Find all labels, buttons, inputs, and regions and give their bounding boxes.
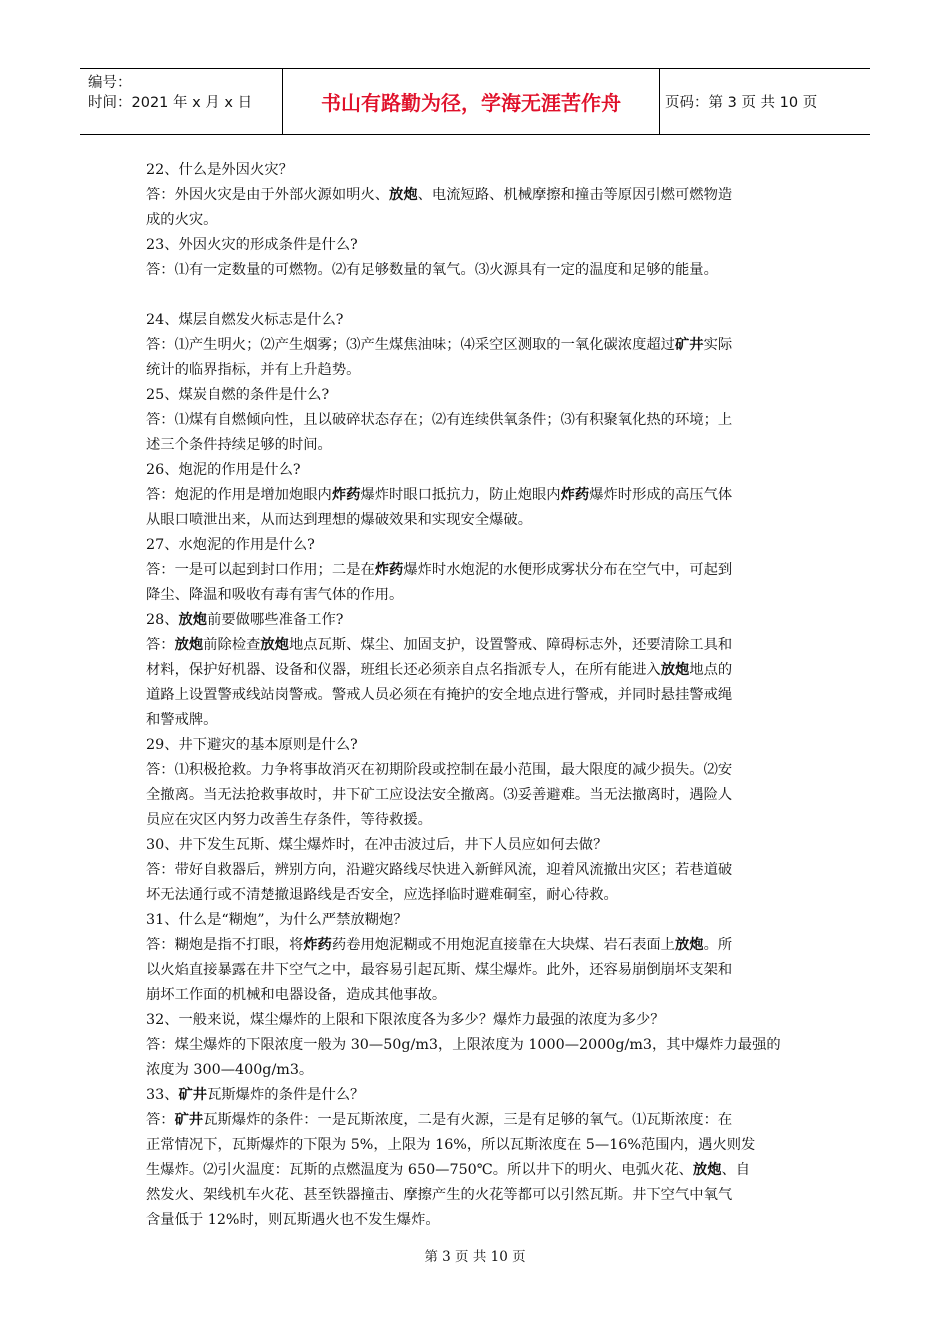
text-line (146, 508, 808, 533)
bold-keyword: 炸药 (374, 562, 404, 578)
text-line (146, 333, 808, 358)
bold-keyword: 放炮 (389, 187, 418, 203)
text-run: 全撤离。当无法抢救事故时，井下矿工应设法安全撤离。⑶妥善避难。当无法撤离时，遇险人 (146, 787, 733, 803)
text-run: 答：⑴积极抢救。力争将事故消灭在初期阶段或控制在最小范围，最大限度的减少损失。⑵安 (146, 762, 733, 778)
text-line (146, 758, 808, 783)
bold-keyword: 炸药 (331, 487, 361, 503)
text-line (146, 1183, 808, 1208)
text-line (146, 808, 808, 833)
text-run: 地点瓦斯、煤尘、加固支护，设置警戒、障碍标志外，还要清除工具和 (288, 637, 733, 653)
text-line (146, 408, 808, 433)
text-run: 述三个条件持续足够的时间。 (146, 437, 332, 453)
bold-keyword: 炸药 (560, 487, 590, 503)
page-footer: 第 3 页 共 10 页 (424, 1249, 526, 1265)
document-date: 时间：2021 年 x 月 x 日 (88, 95, 253, 111)
text-line (146, 633, 808, 658)
text-run: 成的火灾。 (146, 212, 218, 228)
text-line (146, 783, 808, 808)
text-run: 24、煤层自燃发火标志是什么? (146, 312, 344, 328)
text-line (146, 1058, 808, 1083)
text-line (146, 308, 808, 333)
text-line (146, 533, 808, 558)
text-line (146, 708, 808, 733)
text-run: 以火焰直接暴露在井下空气之中，最容易引起瓦斯、煤尘爆炸。此外，还容易崩倒崩坏支架和 (146, 962, 733, 978)
text-line (146, 458, 808, 483)
document-body (146, 158, 808, 1233)
text-run: 答：糊炮是指不打眼，将 (146, 937, 304, 953)
text-line (146, 158, 808, 183)
text-run: 答：⑴煤有自燃倾向性，且以破碎状态存在；⑵有连续供氧条件；⑶有积聚氧化热的环境；上 (146, 412, 733, 428)
text-line (146, 483, 808, 508)
text-run: 答：⑴产生明火；⑵产生烟雾；⑶产生煤焦油味；⑷采空区测取的一氧化碳浓度超过 (146, 337, 675, 353)
text-run: 30、井下发生瓦斯、煤尘爆炸时，在冲击波过后，井下人员应如何去做？ (146, 837, 608, 853)
text-run: 地点的 (689, 662, 733, 678)
text-run: 28、 (146, 612, 179, 628)
text-line (146, 258, 808, 283)
text-run: 前除检查 (203, 637, 261, 653)
text-run: 浓度为 300—400g/m3。 (146, 1062, 314, 1078)
text-line (146, 933, 808, 958)
text-run: 答：煤尘爆炸的下限浓度一般为 30—50g/m3，上限浓度为 1000—2000g/m3，其中爆炸力最强的 (146, 1037, 781, 1053)
bold-keyword: 矿井 (178, 1087, 208, 1103)
header-motto: 书山有路勤为径，学海无涯苦作舟 (282, 69, 660, 134)
text-run: 答：外因火灾是由于外部火源如明火、 (146, 187, 390, 203)
text-run: 29、井下避灾的基本原则是什么? (146, 737, 358, 753)
page-header (80, 68, 870, 135)
text-line (146, 433, 808, 458)
text-line (146, 683, 808, 708)
text-line (146, 958, 808, 983)
text-run: 爆炸时水炮泥的水便形成雾状分布在空气中，可起到 (403, 562, 733, 578)
text-run: 32、一般来说，煤尘爆炸的上限和下限浓度各为多少？爆炸力最强的浓度为多少？ (146, 1012, 665, 1028)
text-run: 材料，保护好机器、设备和仪器，班组长还必须亲自点名指派专人，在所有能进入 (146, 662, 661, 678)
text-run: 和警戒牌。 (146, 712, 218, 728)
text-line (146, 208, 808, 233)
text-line (146, 183, 808, 208)
text-run: 含量低于 12%时，则瓦斯遇火也不发生爆炸。 (146, 1212, 440, 1228)
text-line (146, 833, 808, 858)
text-run: 然发火、架线机车火花、甚至铁器撞击、摩擦产生的火花等都可以引然瓦斯。井下空气中氧气 (146, 1187, 733, 1203)
text-run: 道路上设置警戒线站岗警戒。警戒人员必须在有掩护的安全地点进行警戒，并同时悬挂警戒绳 (146, 687, 733, 703)
bold-keyword: 矿井 (674, 337, 704, 353)
text-run: 前要做哪些准备工作? (207, 612, 344, 628)
text-line (146, 908, 808, 933)
text-run: 答： (146, 637, 175, 653)
bold-keyword: 放炮 (692, 1162, 722, 1178)
text-run: 22、什么是外因火灾？ (146, 162, 293, 178)
text-run: 27、水炮泥的作用是什么? (146, 537, 315, 553)
text-line (146, 383, 808, 408)
text-run: 、自 (721, 1162, 751, 1178)
text-line (146, 358, 808, 383)
text-line (146, 1208, 808, 1233)
text-run: 答：带好自救器后，辨别方向，沿避灾路线尽快进入新鲜风流，迎着风流撤出灾区；若巷道破 (146, 862, 733, 878)
text-line (146, 983, 808, 1008)
text-line (146, 1033, 808, 1058)
text-run: 员应在灾区内努力改善生存条件，等待救援。 (146, 812, 432, 828)
text-line (146, 883, 808, 908)
text-run: 瓦斯爆炸的条件是什么？ (207, 1087, 365, 1103)
bold-keyword: 放炮 (178, 612, 208, 628)
text-line (146, 1083, 808, 1108)
bold-keyword: 放炮 (674, 937, 704, 953)
text-line (146, 558, 808, 583)
header-meta (88, 73, 252, 113)
text-run: 从眼口喷泄出来，从而达到理想的爆破效果和实现安全爆破。 (146, 512, 533, 528)
text-run: 答： (146, 1112, 175, 1128)
text-line (146, 1133, 808, 1158)
bold-keyword: 炸药 (303, 937, 332, 953)
text-line (146, 233, 808, 258)
document-number-label: 编号： (88, 75, 132, 91)
text-run: 23、外因火灾的形成条件是什么? (146, 237, 358, 253)
text-line (146, 283, 808, 308)
header-page-info: 页码：第 3 页 共 10 页 (665, 95, 818, 111)
text-run: 。所 (703, 937, 733, 953)
text-line (146, 583, 808, 608)
text-line (146, 1158, 808, 1183)
text-run: 药卷用炮泥糊或不用炮泥直接靠在大块煤、岩石表面上 (331, 937, 675, 953)
text-run: 答：一是可以起到封口作用；二是在 (146, 562, 375, 578)
bold-keyword: 放炮 (660, 662, 690, 678)
text-run: 25、煤炭自燃的条件是什么? (146, 387, 330, 403)
bold-keyword: 矿井 (174, 1112, 204, 1128)
text-run: 答：炮泥的作用是增加炮眼内 (146, 487, 332, 503)
text-run: 爆炸时形成的高压气体 (589, 487, 733, 503)
text-run: 答：⑴有一定数量的可燃物。⑵有足够数量的氧气。⑶火源具有一定的温度和足够的能量。 (146, 262, 718, 278)
bold-keyword: 放炮 (174, 637, 204, 653)
text-line (146, 858, 808, 883)
text-run: 正常情况下，瓦斯爆炸的下限为 5%，上限为 16%，所以瓦斯浓度在 5—16%范围内，遇火则发 (146, 1137, 756, 1153)
text-line (146, 608, 808, 633)
bold-keyword: 放炮 (260, 637, 289, 653)
text-run: 瓦斯爆炸的条件：一是瓦斯浓度，二是有火源，三是有足够的氧气。⑴瓦斯浓度：在 (203, 1112, 733, 1128)
text-run: 实际 (703, 337, 733, 353)
text-run: 崩坏工作面的机械和电器设备，造成其他事故。 (146, 987, 447, 1003)
text-run: 统计的临界指标，并有上升趋势。 (146, 362, 361, 378)
text-line (146, 1008, 808, 1033)
text-run: 31、什么是“糊炮”，为什么严禁放糊炮？ (146, 912, 408, 928)
text-run: 坏无法通行或不清楚撤退路线是否安全，应选择临时避难硐室，耐心待救。 (146, 887, 618, 903)
text-run: 生爆炸。⑵引火温度：瓦斯的点燃温度为 650—750℃。所以井下的明火、电弧火花、 (146, 1162, 693, 1178)
text-run: 爆炸时眼口抵抗力，防止炮眼内 (360, 487, 561, 503)
text-line (146, 733, 808, 758)
text-line (146, 658, 808, 683)
text-line (146, 1108, 808, 1133)
text-run: 33、 (146, 1087, 179, 1103)
text-run: 26、炮泥的作用是什么? (146, 462, 301, 478)
text-run: 降尘、降温和吸收有毒有害气体的作用。 (146, 587, 404, 603)
text-run: 、电流短路、机械摩擦和撞击等原因引燃可燃物造 (417, 187, 733, 203)
